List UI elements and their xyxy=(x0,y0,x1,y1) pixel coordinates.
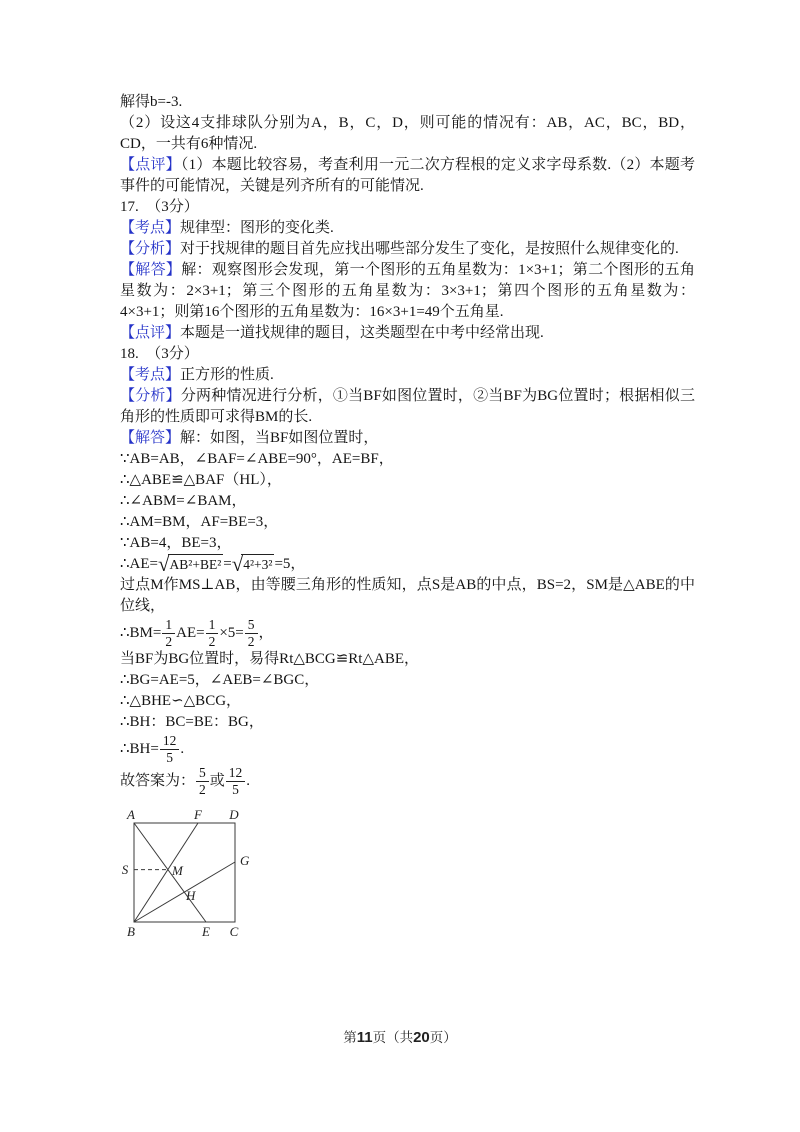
fraction xyxy=(159,733,181,765)
numerator: 12 xyxy=(226,765,246,782)
concept-label: 【考点】 xyxy=(120,367,181,383)
math-text: ∴BH= xyxy=(120,740,159,757)
analysis-text: 对于找规律的题目首先应找出哪些部分发生了变化，是按照什么规律变化的. xyxy=(180,241,679,257)
segment-BG xyxy=(134,862,235,922)
math-text: 或 xyxy=(209,772,225,789)
concept-paragraph-18 xyxy=(120,365,695,386)
footer-text: 页） xyxy=(429,1030,457,1045)
concept-text: 规律型：图形的变化类. xyxy=(180,220,334,236)
analysis-label: 【分析】 xyxy=(120,388,181,404)
point-label-G: G xyxy=(240,853,250,869)
footer-text: 页（共 xyxy=(372,1030,414,1045)
math-text: . xyxy=(246,772,251,789)
point-label-E: E xyxy=(202,924,210,940)
question-number-17: 17. （3分） xyxy=(120,199,199,215)
review-text: （1）本题比较容易，考查利用一元二次方程根的定义求字母系数.（2）本题考事件的可能情况，关键是列齐所有的可能情况. xyxy=(120,157,695,194)
proof-line: ∵AB=4，BE=3， xyxy=(120,535,232,551)
page-footer xyxy=(0,1026,800,1046)
denominator: 2 xyxy=(165,633,173,649)
footer-text: 第 xyxy=(343,1030,357,1045)
denominator: 2 xyxy=(247,633,255,649)
analysis-paragraph-17 xyxy=(120,239,695,260)
math-line-bm xyxy=(120,617,695,649)
total-page-number: 20 xyxy=(413,1029,430,1046)
numerator: 5 xyxy=(245,617,258,634)
fraction xyxy=(161,617,176,649)
analysis-paragraph-18 xyxy=(120,386,695,428)
denominator: 5 xyxy=(166,749,173,765)
math-text: ∴AE= xyxy=(120,556,158,572)
point-label-C: C xyxy=(229,924,239,940)
fraction xyxy=(195,765,210,797)
solution-content xyxy=(120,92,695,945)
proof-line: 过点M作MS⊥AB，由等腰三角形的性质知，点S是AB的中点，BS=2，SM是△ABE的中位线， xyxy=(120,577,695,614)
fraction xyxy=(244,617,259,649)
concept-label: 【考点】 xyxy=(120,220,181,236)
review-paragraph-16 xyxy=(120,155,695,197)
numerator: 1 xyxy=(206,617,219,634)
fraction xyxy=(205,617,220,649)
text-line-solve-b: 解得b=-3. xyxy=(120,94,183,110)
denominator: 2 xyxy=(199,781,206,797)
math-text: = xyxy=(223,556,232,572)
proof-line: ∴△BHE∽△BCG， xyxy=(120,693,242,710)
sqrt-content: 4²+3² xyxy=(241,554,274,573)
answer-label: 【解答】 xyxy=(120,262,182,278)
point-label-D: D xyxy=(229,807,239,823)
proof-line: ∴BG=AE=5，∠AEB=∠BGC， xyxy=(120,672,320,689)
point-label-A: A xyxy=(127,807,135,823)
answer-paragraph-18 xyxy=(120,428,695,449)
current-page-number: 11 xyxy=(356,1029,373,1046)
math-text: AE= xyxy=(176,624,205,641)
proof-line: 当BF为BG位置时，易得Rt△BCG≌Rt△ABE， xyxy=(120,651,420,668)
numerator: 5 xyxy=(196,765,209,782)
review-label: 【点评】 xyxy=(120,325,181,341)
text-line-case-list: （2）设这4支排球队分别为A，B，C，D，则可能的情况有：AB，AC，BC，BD，CD，一共有6种情况. xyxy=(120,115,695,152)
radical-sign-icon: √ xyxy=(231,552,244,576)
sqrt-content: AB²+BE² xyxy=(168,554,224,573)
numerator: 12 xyxy=(160,733,180,750)
review-paragraph-17 xyxy=(120,323,695,344)
point-label-H: H xyxy=(186,888,196,904)
segment-AE xyxy=(134,823,206,922)
review-label: 【点评】 xyxy=(120,157,181,173)
math-line-final-answer xyxy=(120,765,695,797)
concept-paragraph-17 xyxy=(120,218,695,239)
point-label-B: B xyxy=(127,924,135,940)
proof-line: ∴∠ABM=∠BAM， xyxy=(120,493,247,509)
math-line-bh xyxy=(120,733,695,765)
math-text: 故答案为： xyxy=(120,772,196,789)
analysis-text: 分两种情况进行分析，①当BF如图位置时，②当BF为BG位置时；根据相似三角形的性质即可求得BM的长. xyxy=(120,388,695,425)
radical-sign-icon: √ xyxy=(158,552,170,576)
sqrt-expression xyxy=(158,554,223,575)
math-text: . xyxy=(180,740,185,757)
proof-line: ∴AM=BM，AF=BE=3， xyxy=(120,514,279,530)
math-text: ， xyxy=(258,624,274,641)
sqrt-expression xyxy=(232,554,275,575)
geometry-figure xyxy=(112,807,695,945)
question-number-18: 18. （3分） xyxy=(120,346,199,362)
answer-paragraph-17 xyxy=(120,260,695,323)
review-text: 本题是一道找规律的题目，这类题型在中考中经常出现. xyxy=(180,325,544,341)
proof-line: ∴△ABE≌△BAF（HL）， xyxy=(120,472,282,488)
analysis-label: 【分析】 xyxy=(120,241,181,257)
numerator: 1 xyxy=(162,617,175,634)
answer-label: 【解答】 xyxy=(120,430,181,446)
square-outline xyxy=(134,823,235,922)
answer-text: 解：如图，当BF如图位置时， xyxy=(180,430,379,446)
math-text: ×5= xyxy=(219,624,244,641)
point-label-S: S xyxy=(121,862,129,878)
denominator: 2 xyxy=(208,633,216,649)
concept-text: 正方形的性质. xyxy=(180,367,274,383)
denominator: 5 xyxy=(232,781,239,797)
math-text: =5， xyxy=(274,556,306,572)
math-line-ae xyxy=(120,554,695,575)
proof-line: ∴BH：BC=BE：BG， xyxy=(120,714,264,731)
fraction xyxy=(225,765,247,797)
math-text: ∴BM= xyxy=(120,624,162,641)
answer-text: 解：观察图形会发现，第一个图形的五角星数为：1×3+1；第二个图形的五角星数为：2×3+1；第三个图形的五角星数为：3×3+1；第四个图形的五角星数为：4×3+1；则第16个图形的五角星数为：16×3+1=49个五角星. xyxy=(120,262,695,320)
point-label-M: M xyxy=(172,863,183,879)
segment-BF xyxy=(134,823,198,922)
point-label-F: F xyxy=(194,807,202,823)
proof-line: ∵AB=AB，∠BAF=∠ABE=90°，AE=BF， xyxy=(120,451,394,467)
